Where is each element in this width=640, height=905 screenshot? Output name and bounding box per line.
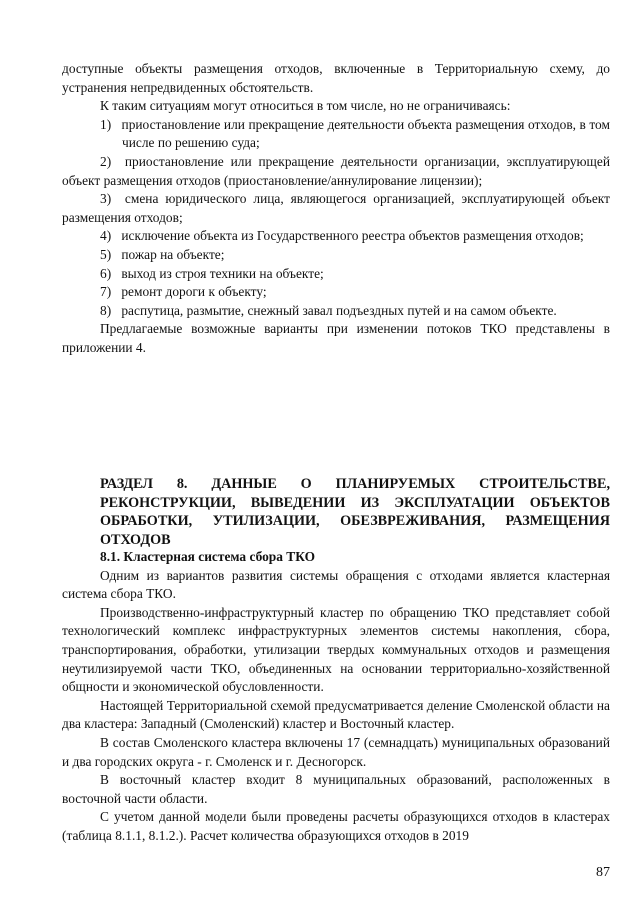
section-paragraph: В состав Смоленского кластера включены 17 (семнадцать) муниципальных образований и два городских округа - г. Смоленск и г. Десногорск. — [62, 734, 610, 769]
list-number: 2) — [100, 153, 112, 169]
list-text: приостановление или прекращение деятельности объекта размещения отходов, в том числе по решению суда; — [121, 116, 610, 151]
section-paragraph: В восточный кластер входит 8 муниципальных образований, расположенных в восточной части области. — [62, 772, 610, 806]
section-text-block — [62, 548, 610, 846]
section-paragraph: Производственно-инфраструктурный кластер по обращению ТКО представляет собой технологический комплекс инфраструктурных элементов системы накопления, сбора, транспортирования, обработки, утилизации твердых коммунальных отходов и размещения неутилизируемой части ТКО, объединенных на основании территориально-хозяйственной общности и экономической обусловленности. — [62, 604, 610, 695]
list-text: смена юридического лица, являющегося организацией, эксплуатирующей объект размещения отходов; — [62, 191, 610, 225]
list-item-8 — [62, 302, 610, 321]
section-heading: РАЗДЕЛ 8. ДАННЫЕ О ПЛАНИРУЕМЫХ СТРОИТЕЛЬСТВЕ, РЕКОНСТРУКЦИИ, ВЫВЕДЕНИИ ИЗ ЭКСПЛУАТАЦИИ ОБЪЕКТОВ ОБРАБОТКИ, УТИЛИЗАЦИИ, ОБЕЗВРЕЖИВАНИЯ, РАЗМЕЩЕНИЯ ОТХОДОВ — [100, 476, 610, 548]
list-text: приостановление или прекращение деятельности организации, эксплуатирующей объект размещения отходов (приостановление/аннулирование лицензии); — [62, 153, 610, 188]
paragraph-lead: К таким ситуациям могут относиться в том числе, но не ограничиваясь: — [100, 98, 511, 114]
list-text: исключение объекта из Государственного реестра объектов размещения отходов; — [121, 228, 584, 244]
list-item-1 — [62, 116, 610, 153]
list-item-2 — [62, 153, 610, 190]
list-number: 6) — [100, 265, 112, 281]
list-number: 4) — [100, 228, 112, 244]
list-text: ремонт дороги к объекту; — [121, 284, 267, 300]
section-paragraph: С учетом данной модели были проведены расчеты образующихся отходов в кластерах (таблица 8.1.1, 8.1.2.). Расчет количества образующихся отходов в 2019 — [62, 809, 610, 843]
list-item-6 — [62, 265, 610, 284]
list-number: 1) — [100, 116, 112, 132]
subsection-title: 8.1. Кластерная система сбора ТКО — [100, 549, 315, 564]
list-item-3 — [62, 190, 610, 227]
paragraph-intro: доступные объекты размещения отходов, включенные в Территориальную схему, до устранения непредвиденных обстоятельств. — [62, 61, 610, 95]
list-number: 8) — [100, 302, 112, 318]
list-number: 3) — [100, 191, 112, 207]
list-item-4 — [62, 227, 610, 246]
list-text: распутица, размытие, снежный завал подъездных путей и на самом объекте. — [121, 302, 557, 318]
list-item-5 — [62, 246, 610, 265]
paragraph-end: Предлагаемые возможные варианты при изменении потоков ТКО представлены в приложении 4. — [62, 321, 610, 355]
list-text: пожар на объекте; — [121, 246, 225, 262]
page-number: 87 — [596, 865, 610, 880]
list-item-7 — [62, 283, 610, 302]
list-number: 7) — [100, 284, 112, 300]
section-paragraph: Настоящей Территориальной схемой предусматривается деление Смоленской области на два кластера: Западный (Смоленский) кластер и Восточный кластер. — [62, 697, 610, 732]
list-text: выход из строя техники на объекте; — [121, 265, 324, 281]
top-text-block — [62, 60, 610, 358]
list-number: 5) — [100, 246, 112, 262]
section-paragraph: Одним из вариантов развития системы обращения с отходами является кластерная система сбора ТКО. — [62, 567, 610, 602]
